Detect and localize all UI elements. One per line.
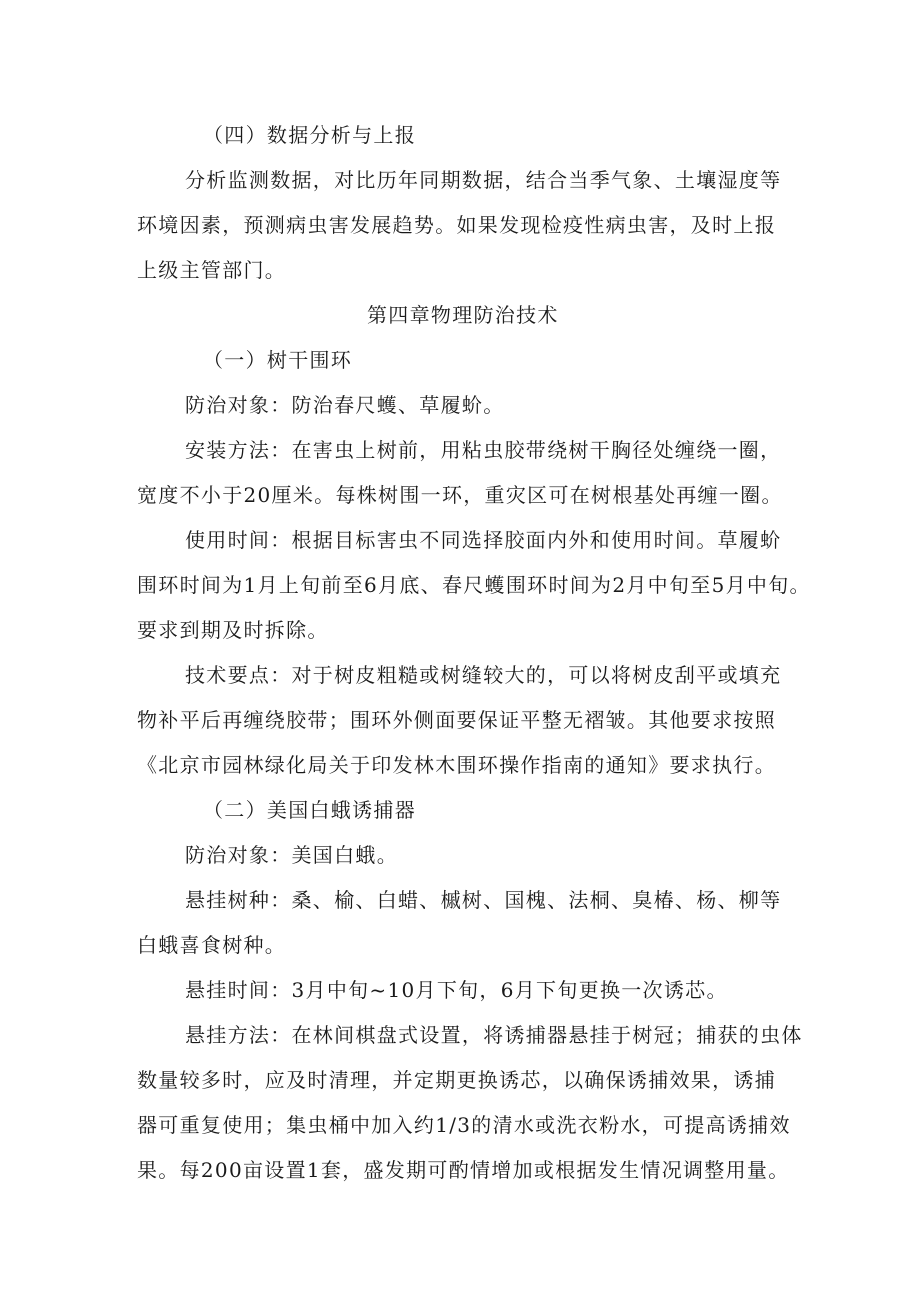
subsection-heading-moth-trap: （二）美国白蛾诱捕器: [203, 798, 416, 822]
chapter-title: 第四章物理防治技术: [367, 303, 559, 327]
document-page: [137, 113, 811, 1193]
paragraph-trunk-ring-target: 防治对象：防治春尺蠖、草履蚧。: [185, 393, 505, 417]
paragraph-line: 白蛾喜食树种。: [137, 933, 287, 957]
paragraph-data-analysis: [137, 158, 797, 293]
paragraph-line: 使用时间：根据目标害虫不同选择胶面内外和使用时间。草履蚧: [185, 528, 782, 552]
paragraph-line: 分析监测数据，对比历年同期数据，结合当季气象、土壤湿度等: [185, 168, 782, 192]
paragraph-line: 宽度不小于20厘米。每株树围一环，重灾区可在树根基处再缠一圈。: [137, 483, 783, 507]
paragraph-moth-trap-method: [137, 1013, 803, 1193]
paragraph-line: 数量较多时，应及时清理，并定期更换诱芯，以确保诱捕效果，诱捕: [137, 1068, 776, 1092]
paragraph-moth-trap-time: 悬挂时间：3月中旬~10月下旬，6月下旬更换一次诱芯。: [185, 978, 728, 1002]
section-heading-data-analysis: （四）数据分析与上报: [203, 123, 416, 147]
paragraph-line: 要求到期及时拆除。: [137, 618, 329, 642]
paragraph-line: 上级主管部门。: [137, 258, 287, 282]
paragraph-moth-trap-species: [137, 878, 797, 968]
paragraph-line: 果。每200亩设置1套，盛发期可酌情增加或根据发生情况调整用量。: [137, 1158, 790, 1182]
paragraph-line: 悬挂方法：在林间棋盘式设置，将诱捕器悬挂于树冠；捕获的虫体: [185, 1023, 803, 1047]
paragraph-moth-trap-target: 防治对象：美国白蛾。: [185, 843, 398, 867]
paragraph-trunk-ring-tech: [137, 653, 797, 788]
paragraph-line: 悬挂树种：桑、榆、白蜡、槭树、国槐、法桐、臭椿、杨、柳等: [185, 888, 782, 912]
paragraph-line: 器可重复使用；集虫桶中加入约1/3的清水或洗衣粉水，可提高诱捕效: [137, 1113, 791, 1137]
subsection-heading-trunk-ring: （一）树干围环: [203, 348, 353, 372]
paragraph-line: 安装方法：在害虫上树前，用粘虫胶带绕树干胸径处缠绕一圈，: [185, 438, 782, 462]
paragraph-line: 《北京市园林绿化局关于印发林木围环操作指南的通知》要求执行。: [137, 753, 776, 777]
paragraph-trunk-ring-time: [137, 518, 811, 653]
paragraph-line: 环境因素，预测病虫害发展趋势。如果发现检疫性病虫害，及时上报: [137, 213, 776, 237]
paragraph-trunk-ring-install: [137, 428, 797, 518]
paragraph-line: 技术要点：对于树皮粗糙或树缝较大的，可以将树皮刮平或填充: [185, 663, 782, 687]
paragraph-line: 围环时间为1月上旬前至6月底、春尺蠖围环时间为2月中旬至5月中旬。: [137, 573, 811, 597]
paragraph-line: 物补平后再缠绕胶带；围环外侧面要保证平整无褶皱。其他要求按照: [137, 708, 776, 732]
